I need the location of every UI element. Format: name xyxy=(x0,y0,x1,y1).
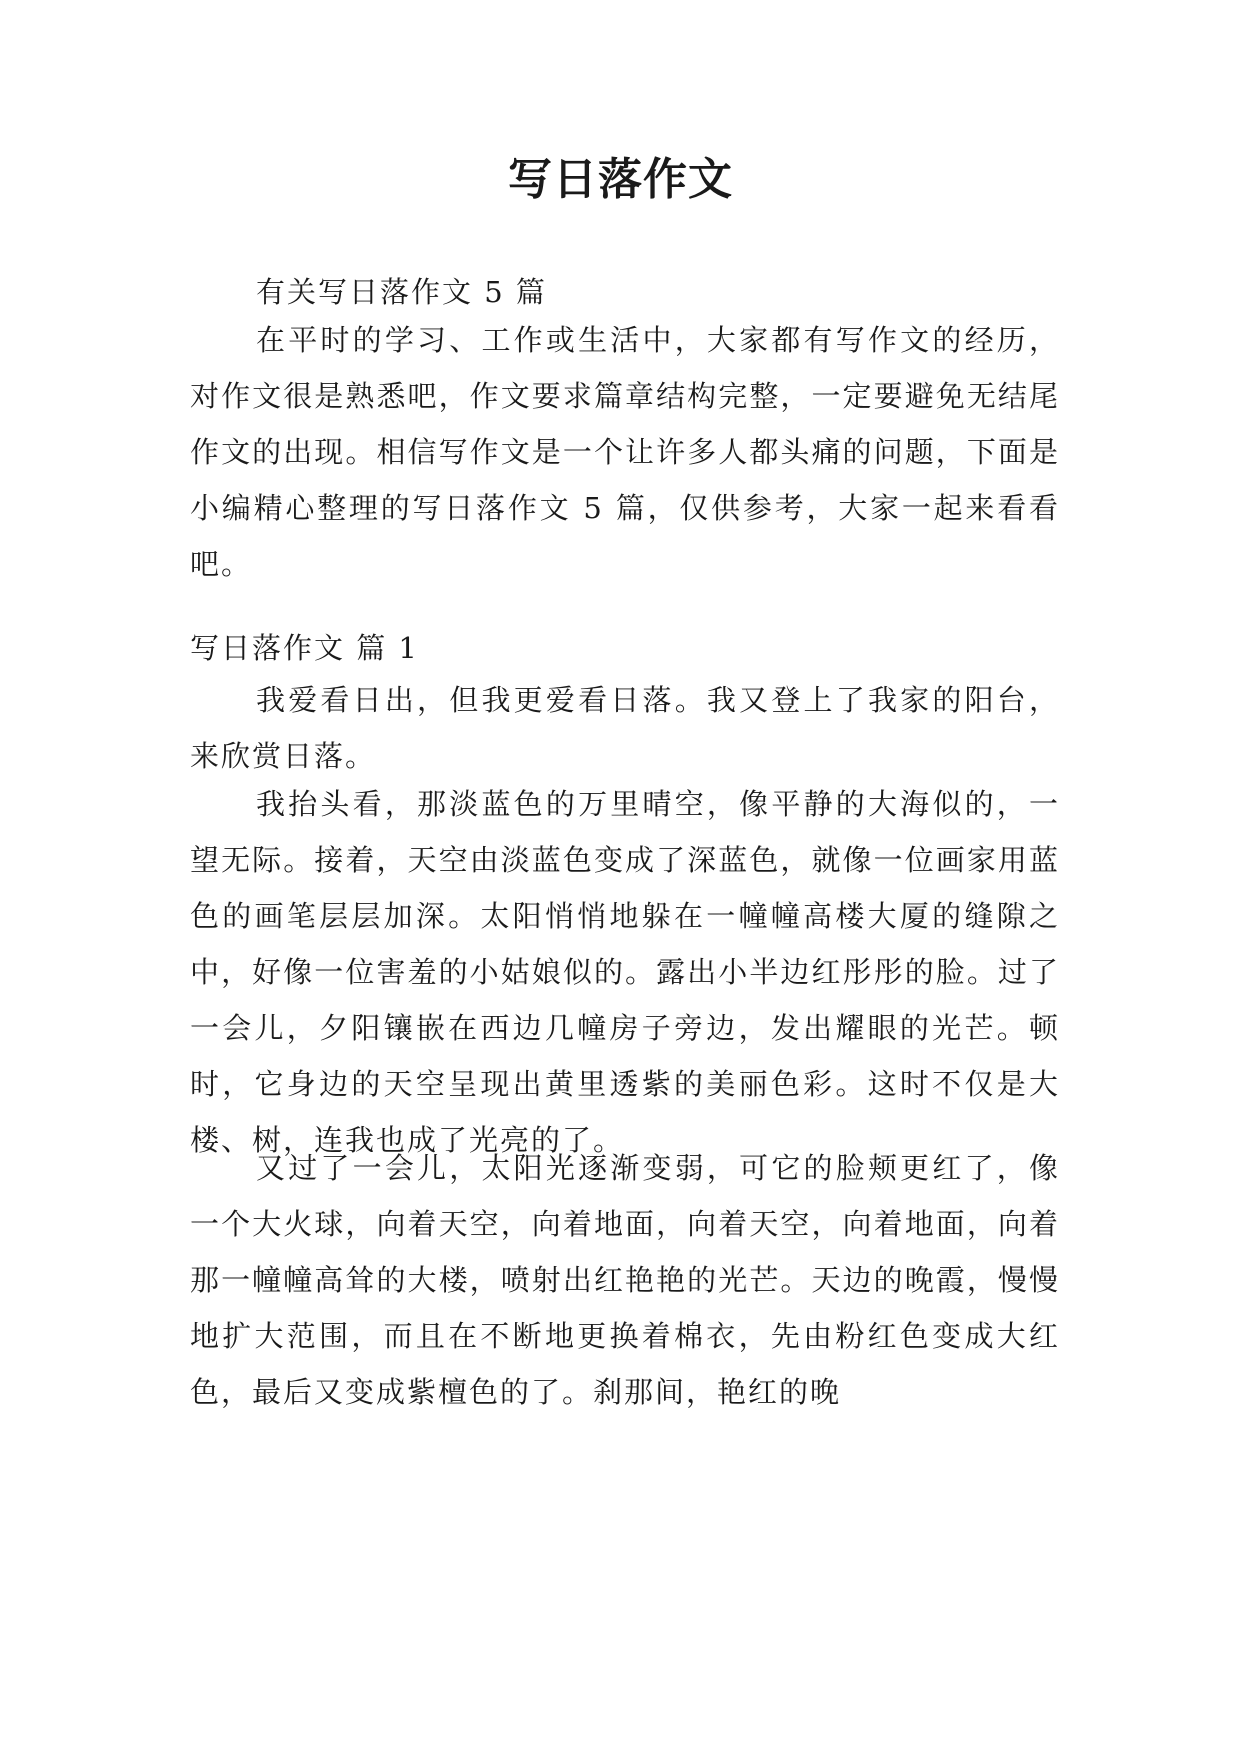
paragraph-2: 我抬头看，那淡蓝色的万里晴空，像平静的大海似的，一望无际。接着，天空由淡蓝色变成了深蓝色，就像一位画家用蓝色的画笔层层加深。太阳悄悄地躲在一幢幢高楼大厦的缝隙之中，好像一位害羞的小姑娘似的。露出小半边红彤彤的脸。过了一会儿，夕阳镶嵌在西边几幢房子旁边，发出耀眼的光芒。顿时，它身边的天空呈现出黄里透紫的美丽色彩。这时不仅是大楼、树，连我也成了光亮的了。 xyxy=(190,787,1060,1157)
section-heading: 写日落作文 篇 1 xyxy=(190,631,419,665)
document-title: 写日落作文 xyxy=(508,154,733,205)
paragraph-1: 我爱看日出，但我更爱看日落。我又登上了我家的阳台，来欣赏日落。 xyxy=(190,683,1060,773)
intro-heading: 有关写日落作文 5 篇 xyxy=(256,275,547,309)
intro-paragraph: 在平时的学习、工作或生活中，大家都有写作文的经历，对作文很是熟悉吧，作文要求篇章结构完整，一定要避免无结尾作文的出现。相信写作文是一个让许多人都头痛的问题，下面是小编精心整理的写日落作文 5 篇，仅供参考，大家一起来看看吧。 xyxy=(190,323,1060,581)
paragraph-3: 又过了一会儿，太阳光逐渐变弱，可它的脸颊更红了，像一个大火球，向着天空，向着地面，向着天空，向着地面，向着那一幢幢高耸的大楼，喷射出红艳艳的光芒。天边的晚霞，慢慢地扩大范围，而且在不断地更换着棉衣，先由粉红色变成大红色，最后又变成紫檀色的了。刹那间，艳红的晚 xyxy=(190,1151,1060,1409)
